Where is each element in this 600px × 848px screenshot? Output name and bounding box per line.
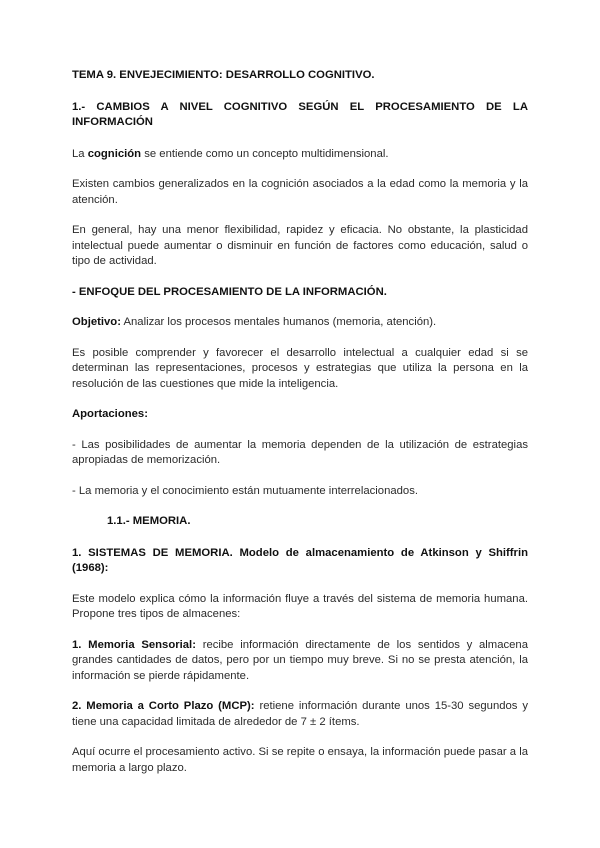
paragraph-cambios-generalizados: Existen cambios generalizados en la cognición asociados a la edad como la memoria y la atención. <box>72 178 528 206</box>
text-run: retiene información durante unos 15-30 segundos y tiene una capacidad limitada de alrededor de 7 ± 2 ítems. <box>72 700 528 728</box>
heading-aportaciones: Aportaciones: <box>72 408 148 420</box>
section-heading-cambios: 1.- CAMBIOS A NIVEL COGNITIVO SEGÚN EL PROCESAMIENTO DE LA INFORMACIÓN <box>72 100 528 128</box>
paragraph-procesamiento-activo: Aquí ocurre el procesamiento activo. Si se repite o ensaya, la información puede pasar a la memoria a largo plazo. <box>72 746 528 774</box>
list-item-memoria-sensorial <box>72 638 528 685</box>
text-run: recibe información directamente de los sentidos y almacena grandes cantidades de datos, pero por un tiempo muy breve. Si no se presta atención, la información se pierde rápidamente. <box>72 638 528 682</box>
label-objetivo: Objetivo: <box>72 316 121 328</box>
label-memoria-sensorial: 1. Memoria Sensorial: <box>72 638 196 651</box>
list-item-aportacion-2: - La memoria y el conocimiento están mutuamente interrelacionados. <box>72 484 418 497</box>
paragraph-objetivo <box>72 315 528 331</box>
text-run: Analizar los procesos mentales humanos (memoria, atención). <box>120 316 437 328</box>
heading-sistemas-memoria: 1. SISTEMAS DE MEMORIA. Modelo de almacenamiento de Atkinson y Shiffrin (1968): <box>72 546 528 574</box>
paragraph-cognicion <box>72 147 528 163</box>
paragraph-desarrollo-intelectual: Es posible comprender y favorecer el desarrollo intelectual a cualquier edad si se determinan las representaciones, procesos y estrategias que utiliza la persona en la resolución de las cuestiones que mide la inteligencia. <box>72 346 528 390</box>
label-memoria-corto-plazo: 2. Memoria a Corto Plazo (MCP): <box>72 700 255 712</box>
text-run: se entiende como un concepto multidimensional. <box>141 147 389 160</box>
paragraph-flexibilidad: En general, hay una menor flexibilidad, rapidez y eficacia. No obstante, la plasticidad intelectual puede aumentar o disminuir en función de factores como educación, salud o tipo de actividad. <box>72 224 528 267</box>
section-heading-enfoque: - ENFOQUE DEL PROCESAMIENTO DE LA INFORMACIÓN. <box>72 285 387 298</box>
list-item-aportacion-1: - Las posibilidades de aumentar la memoria dependen de la utilización de estrategias apropiadas de memorización. <box>72 438 528 466</box>
document-title: TEMA 9. ENVEJECIMIENTO: DESARROLLO COGNITIVO. <box>72 69 375 81</box>
paragraph-modelo: Este modelo explica cómo la información fluye a través del sistema de memoria humana. Propone tres tipos de almacenes: <box>72 592 528 620</box>
document-page <box>72 68 528 776</box>
bold-term-cognicion: cognición <box>87 147 142 160</box>
list-item-memoria-corto-plazo <box>72 699 528 730</box>
text-run: La <box>72 147 88 160</box>
subsection-heading-memoria: 1.1.- MEMORIA. <box>107 515 191 527</box>
